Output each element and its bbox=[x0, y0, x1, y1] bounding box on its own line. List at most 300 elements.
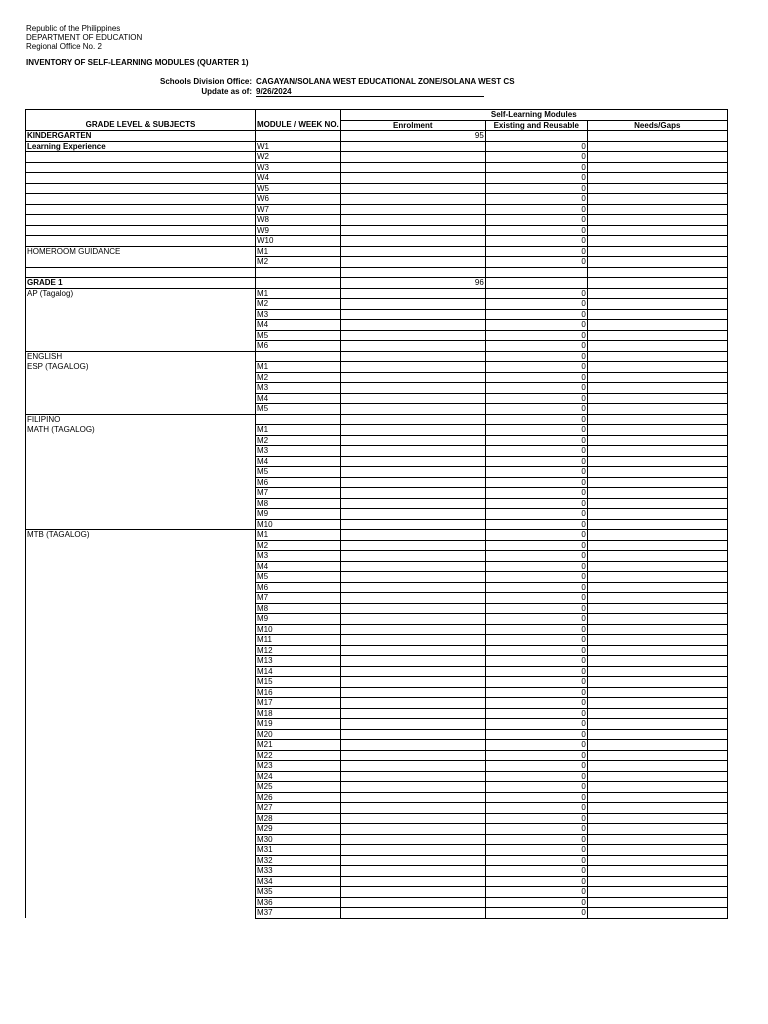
cell-enrolment bbox=[340, 215, 485, 226]
cell-existing: 0 bbox=[485, 341, 587, 352]
cell-enrolment bbox=[340, 341, 485, 352]
cell-needs bbox=[587, 456, 727, 467]
cell-existing: 0 bbox=[485, 792, 587, 803]
table-row bbox=[26, 687, 728, 698]
cell-subject bbox=[26, 519, 256, 530]
cell-existing: 0 bbox=[485, 908, 587, 919]
cell-needs bbox=[587, 509, 727, 520]
cell-module bbox=[256, 414, 341, 425]
cell-existing: 0 bbox=[485, 771, 587, 782]
table-row bbox=[26, 561, 728, 572]
cell-needs bbox=[587, 414, 727, 425]
cell-existing: 0 bbox=[485, 488, 587, 499]
cell-existing: 0 bbox=[485, 551, 587, 562]
cell-needs bbox=[587, 740, 727, 751]
table-row bbox=[26, 729, 728, 740]
table-row bbox=[26, 173, 728, 184]
cell-module: W9 bbox=[256, 225, 341, 236]
cell-existing: 0 bbox=[485, 383, 587, 394]
cell-enrolment bbox=[340, 866, 485, 877]
cell-existing: 0 bbox=[485, 645, 587, 656]
cell-enrolment bbox=[340, 855, 485, 866]
page-title: INVENTORY OF SELF-LEARNING MODULES (QUARTER 1) bbox=[26, 58, 249, 67]
cell-subject bbox=[26, 813, 256, 824]
cell-module: M7 bbox=[256, 593, 341, 604]
cell-subject bbox=[26, 225, 256, 236]
cell-module: M20 bbox=[256, 729, 341, 740]
cell-needs bbox=[587, 845, 727, 856]
cell-enrolment bbox=[340, 309, 485, 320]
cell-module: M12 bbox=[256, 645, 341, 656]
cell-enrolment bbox=[340, 425, 485, 436]
cell-module: M32 bbox=[256, 855, 341, 866]
column-header-existing: Existing and Reusable bbox=[485, 120, 587, 131]
cell-enrolment bbox=[340, 656, 485, 667]
cell-existing: 0 bbox=[485, 761, 587, 772]
cell-subject bbox=[26, 561, 256, 572]
table-row bbox=[26, 425, 728, 436]
table-row bbox=[26, 876, 728, 887]
table-row bbox=[26, 246, 728, 257]
cell-enrolment bbox=[340, 257, 485, 268]
cell-needs bbox=[587, 666, 727, 677]
cell-enrolment bbox=[340, 267, 485, 278]
cell-module: M2 bbox=[256, 540, 341, 551]
cell-module: M8 bbox=[256, 603, 341, 614]
cell-subject: MTB (TAGALOG) bbox=[26, 530, 256, 541]
table-row bbox=[26, 551, 728, 562]
cell-module: M25 bbox=[256, 782, 341, 793]
cell-existing: 0 bbox=[485, 498, 587, 509]
table-row bbox=[26, 740, 728, 751]
cell-enrolment bbox=[340, 750, 485, 761]
cell-needs bbox=[587, 708, 727, 719]
inventory-table bbox=[25, 109, 728, 919]
cell-subject bbox=[26, 761, 256, 772]
cell-subject bbox=[26, 267, 256, 278]
cell-needs bbox=[587, 267, 727, 278]
cell-module: M6 bbox=[256, 477, 341, 488]
update-underline bbox=[256, 96, 484, 97]
cell-module bbox=[256, 351, 341, 362]
table-row bbox=[26, 194, 728, 205]
cell-subject bbox=[26, 729, 256, 740]
cell-module: M1 bbox=[256, 246, 341, 257]
cell-subject bbox=[26, 341, 256, 352]
table-row bbox=[26, 456, 728, 467]
cell-module: M33 bbox=[256, 866, 341, 877]
table-row bbox=[26, 677, 728, 688]
sdo-value: CAGAYAN/SOLANA WEST EDUCATIONAL ZONE/SOLANA WEST CS bbox=[256, 77, 515, 86]
table-row bbox=[26, 267, 728, 278]
cell-module: M3 bbox=[256, 383, 341, 394]
cell-needs bbox=[587, 530, 727, 541]
cell-existing: 0 bbox=[485, 635, 587, 646]
cell-needs bbox=[587, 141, 727, 152]
cell-existing: 0 bbox=[485, 593, 587, 604]
table-row bbox=[26, 866, 728, 877]
cell-module: M7 bbox=[256, 488, 341, 499]
cell-needs bbox=[587, 477, 727, 488]
cell-existing: 0 bbox=[485, 813, 587, 824]
cell-needs bbox=[587, 362, 727, 373]
cell-needs bbox=[587, 876, 727, 887]
cell-subject bbox=[26, 393, 256, 404]
cell-module: M27 bbox=[256, 803, 341, 814]
cell-needs bbox=[587, 908, 727, 919]
cell-existing bbox=[485, 267, 587, 278]
table-row bbox=[26, 897, 728, 908]
cell-enrolment bbox=[340, 141, 485, 152]
cell-existing: 0 bbox=[485, 152, 587, 163]
table-row bbox=[26, 635, 728, 646]
cell-enrolment bbox=[340, 687, 485, 698]
cell-subject bbox=[26, 845, 256, 856]
table-row bbox=[26, 530, 728, 541]
cell-module: M31 bbox=[256, 845, 341, 856]
cell-existing: 0 bbox=[485, 393, 587, 404]
cell-existing: 0 bbox=[485, 530, 587, 541]
cell-enrolment bbox=[340, 845, 485, 856]
cell-needs bbox=[587, 813, 727, 824]
table-row bbox=[26, 498, 728, 509]
cell-existing: 0 bbox=[485, 698, 587, 709]
cell-subject bbox=[26, 173, 256, 184]
table-row bbox=[26, 855, 728, 866]
cell-module: M6 bbox=[256, 582, 341, 593]
cell-needs bbox=[587, 204, 727, 215]
cell-subject bbox=[26, 498, 256, 509]
cell-module: M30 bbox=[256, 834, 341, 845]
cell-needs bbox=[587, 215, 727, 226]
table-row bbox=[26, 792, 728, 803]
cell-enrolment bbox=[340, 477, 485, 488]
cell-subject bbox=[26, 792, 256, 803]
cell-needs bbox=[587, 614, 727, 625]
cell-existing: 0 bbox=[485, 740, 587, 751]
table-row bbox=[26, 215, 728, 226]
cell-module: M4 bbox=[256, 561, 341, 572]
table-row bbox=[26, 320, 728, 331]
table-row bbox=[26, 813, 728, 824]
cell-needs bbox=[587, 278, 727, 289]
cell-existing: 0 bbox=[485, 425, 587, 436]
cell-subject bbox=[26, 740, 256, 751]
sdo-label: Schools Division Office: bbox=[159, 77, 252, 86]
cell-needs bbox=[587, 299, 727, 310]
cell-existing: 0 bbox=[485, 173, 587, 184]
table-row bbox=[26, 782, 728, 793]
table-row bbox=[26, 624, 728, 635]
table-row bbox=[26, 771, 728, 782]
cell-subject bbox=[26, 404, 256, 415]
cell-enrolment bbox=[340, 761, 485, 772]
cell-enrolment bbox=[340, 173, 485, 184]
cell-subject bbox=[26, 866, 256, 877]
cell-enrolment bbox=[340, 729, 485, 740]
cell-module: M13 bbox=[256, 656, 341, 667]
cell-needs bbox=[587, 372, 727, 383]
cell-module: M6 bbox=[256, 341, 341, 352]
cell-subject: Learning Experience bbox=[26, 141, 256, 152]
cell-enrolment bbox=[340, 446, 485, 457]
cell-existing: 0 bbox=[485, 288, 587, 299]
cell-subject bbox=[26, 183, 256, 194]
cell-module: M14 bbox=[256, 666, 341, 677]
cell-enrolment bbox=[340, 897, 485, 908]
cell-module: M2 bbox=[256, 435, 341, 446]
cell-enrolment bbox=[340, 194, 485, 205]
cell-existing: 0 bbox=[485, 834, 587, 845]
cell-needs bbox=[587, 393, 727, 404]
cell-enrolment bbox=[340, 320, 485, 331]
cell-existing: 0 bbox=[485, 887, 587, 898]
table-row bbox=[26, 645, 728, 656]
cell-enrolment bbox=[340, 551, 485, 562]
cell-existing: 0 bbox=[485, 414, 587, 425]
table-row bbox=[26, 603, 728, 614]
cell-module: M2 bbox=[256, 257, 341, 268]
cell-module: M3 bbox=[256, 551, 341, 562]
table-row bbox=[26, 162, 728, 173]
cell-existing: 0 bbox=[485, 845, 587, 856]
cell-existing: 0 bbox=[485, 446, 587, 457]
table-row bbox=[26, 225, 728, 236]
cell-needs bbox=[587, 645, 727, 656]
cell-subject bbox=[26, 687, 256, 698]
cell-subject bbox=[26, 582, 256, 593]
table-row bbox=[26, 593, 728, 604]
cell-subject bbox=[26, 320, 256, 331]
cell-subject bbox=[26, 572, 256, 583]
cell-existing: 0 bbox=[485, 624, 587, 635]
cell-subject bbox=[26, 309, 256, 320]
cell-enrolment bbox=[340, 204, 485, 215]
cell-enrolment bbox=[340, 834, 485, 845]
table-row bbox=[26, 572, 728, 583]
table-row bbox=[26, 341, 728, 352]
table-row bbox=[26, 183, 728, 194]
cell-module: M9 bbox=[256, 614, 341, 625]
table-row bbox=[26, 372, 728, 383]
cell-enrolment bbox=[340, 404, 485, 415]
cell-module: W1 bbox=[256, 141, 341, 152]
table-row bbox=[26, 824, 728, 835]
table-row bbox=[26, 236, 728, 247]
cell-enrolment bbox=[340, 393, 485, 404]
header-slm-group: Self-Learning Modules bbox=[340, 110, 727, 121]
cell-module: M3 bbox=[256, 446, 341, 457]
cell-needs bbox=[587, 173, 727, 184]
cell-enrolment bbox=[340, 225, 485, 236]
cell-enrolment bbox=[340, 383, 485, 394]
cell-enrolment bbox=[340, 351, 485, 362]
header-module-top bbox=[256, 110, 341, 121]
cell-needs bbox=[587, 246, 727, 257]
cell-existing: 0 bbox=[485, 803, 587, 814]
cell-needs bbox=[587, 855, 727, 866]
cell-needs bbox=[587, 194, 727, 205]
table-row bbox=[26, 309, 728, 320]
table-row bbox=[26, 656, 728, 667]
cell-enrolment bbox=[340, 456, 485, 467]
cell-enrolment bbox=[340, 183, 485, 194]
cell-existing bbox=[485, 131, 587, 142]
cell-needs bbox=[587, 803, 727, 814]
cell-module: M11 bbox=[256, 635, 341, 646]
cell-subject: AP (Tagalog) bbox=[26, 288, 256, 299]
table-row bbox=[26, 477, 728, 488]
cell-existing: 0 bbox=[485, 404, 587, 415]
table-row bbox=[26, 141, 728, 152]
cell-module: M29 bbox=[256, 824, 341, 835]
cell-needs bbox=[587, 593, 727, 604]
cell-needs bbox=[587, 782, 727, 793]
table-row bbox=[26, 750, 728, 761]
cell-existing: 0 bbox=[485, 477, 587, 488]
cell-module: M24 bbox=[256, 771, 341, 782]
cell-subject bbox=[26, 855, 256, 866]
cell-module: M19 bbox=[256, 719, 341, 730]
cell-subject bbox=[26, 750, 256, 761]
cell-enrolment bbox=[340, 666, 485, 677]
cell-existing: 0 bbox=[485, 215, 587, 226]
cell-subject bbox=[26, 162, 256, 173]
cell-needs bbox=[587, 635, 727, 646]
cell-subject bbox=[26, 372, 256, 383]
cell-subject: GRADE 1 bbox=[26, 278, 256, 289]
cell-module: M36 bbox=[256, 897, 341, 908]
cell-enrolment bbox=[340, 740, 485, 751]
cell-existing: 0 bbox=[485, 876, 587, 887]
cell-enrolment bbox=[340, 677, 485, 688]
header-republic: Republic of the Philippines bbox=[26, 24, 121, 33]
table-row bbox=[26, 488, 728, 499]
cell-needs bbox=[587, 425, 727, 436]
cell-subject bbox=[26, 488, 256, 499]
cell-subject: KINDERGARTEN bbox=[26, 131, 256, 142]
cell-subject bbox=[26, 467, 256, 478]
cell-enrolment bbox=[340, 498, 485, 509]
cell-enrolment bbox=[340, 624, 485, 635]
cell-subject bbox=[26, 540, 256, 551]
cell-subject bbox=[26, 834, 256, 845]
cell-existing: 0 bbox=[485, 194, 587, 205]
cell-module: W2 bbox=[256, 152, 341, 163]
cell-subject bbox=[26, 824, 256, 835]
cell-module: M1 bbox=[256, 288, 341, 299]
cell-existing: 0 bbox=[485, 372, 587, 383]
table-row bbox=[26, 362, 728, 373]
cell-existing: 0 bbox=[485, 603, 587, 614]
cell-module: M4 bbox=[256, 393, 341, 404]
cell-subject bbox=[26, 624, 256, 635]
table-row bbox=[26, 278, 728, 289]
cell-subject: MATH (TAGALOG) bbox=[26, 425, 256, 436]
cell-enrolment bbox=[340, 824, 485, 835]
cell-module: M28 bbox=[256, 813, 341, 824]
table-row bbox=[26, 152, 728, 163]
cell-subject bbox=[26, 635, 256, 646]
cell-enrolment bbox=[340, 614, 485, 625]
cell-module: M37 bbox=[256, 908, 341, 919]
cell-needs bbox=[587, 404, 727, 415]
cell-subject bbox=[26, 456, 256, 467]
cell-needs bbox=[587, 540, 727, 551]
cell-existing: 0 bbox=[485, 183, 587, 194]
table-row bbox=[26, 582, 728, 593]
cell-existing: 0 bbox=[485, 855, 587, 866]
table-row bbox=[26, 666, 728, 677]
table-row bbox=[26, 845, 728, 856]
table-row bbox=[26, 908, 728, 919]
table-row bbox=[26, 435, 728, 446]
cell-subject bbox=[26, 299, 256, 310]
table-row bbox=[26, 614, 728, 625]
cell-needs bbox=[587, 866, 727, 877]
cell-module: M9 bbox=[256, 509, 341, 520]
cell-enrolment bbox=[340, 414, 485, 425]
update-value: 9/26/2024 bbox=[256, 87, 292, 96]
table-row bbox=[26, 761, 728, 772]
cell-subject bbox=[26, 698, 256, 709]
cell-needs bbox=[587, 551, 727, 562]
cell-existing: 0 bbox=[485, 309, 587, 320]
cell-module: M2 bbox=[256, 299, 341, 310]
cell-module: M10 bbox=[256, 519, 341, 530]
column-header-needs: Needs/Gaps bbox=[587, 120, 727, 131]
cell-enrolment bbox=[340, 813, 485, 824]
cell-needs bbox=[587, 341, 727, 352]
cell-subject bbox=[26, 771, 256, 782]
cell-module: W6 bbox=[256, 194, 341, 205]
cell-existing: 0 bbox=[485, 540, 587, 551]
cell-enrolment bbox=[340, 719, 485, 730]
cell-needs bbox=[587, 824, 727, 835]
cell-module: M15 bbox=[256, 677, 341, 688]
cell-enrolment bbox=[340, 887, 485, 898]
cell-enrolment bbox=[340, 593, 485, 604]
cell-enrolment bbox=[340, 561, 485, 572]
table-row bbox=[26, 887, 728, 898]
cell-module: M1 bbox=[256, 362, 341, 373]
cell-subject bbox=[26, 897, 256, 908]
cell-existing: 0 bbox=[485, 320, 587, 331]
cell-needs bbox=[587, 897, 727, 908]
cell-existing: 0 bbox=[485, 509, 587, 520]
cell-module: M17 bbox=[256, 698, 341, 709]
cell-existing: 0 bbox=[485, 362, 587, 373]
cell-existing: 0 bbox=[485, 656, 587, 667]
cell-module: M21 bbox=[256, 740, 341, 751]
cell-enrolment bbox=[340, 908, 485, 919]
cell-enrolment bbox=[340, 771, 485, 782]
cell-subject bbox=[26, 509, 256, 520]
cell-needs bbox=[587, 467, 727, 478]
cell-needs bbox=[587, 498, 727, 509]
cell-needs bbox=[587, 320, 727, 331]
cell-enrolment bbox=[340, 509, 485, 520]
table-row bbox=[26, 351, 728, 362]
cell-enrolment bbox=[340, 876, 485, 887]
table-row bbox=[26, 404, 728, 415]
cell-subject bbox=[26, 383, 256, 394]
column-header-module: MODULE / WEEK NO. bbox=[257, 120, 339, 129]
cell-module: M4 bbox=[256, 456, 341, 467]
cell-enrolment bbox=[340, 782, 485, 793]
cell-subject bbox=[26, 803, 256, 814]
cell-module: W5 bbox=[256, 183, 341, 194]
